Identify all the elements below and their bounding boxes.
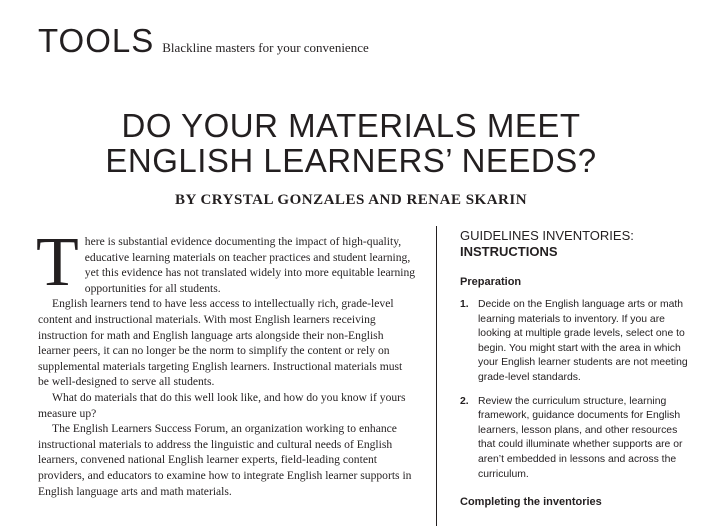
section-heading-preparation: Preparation [460,276,522,288]
list-item-number: 1. [460,299,469,310]
section-tagline: Blackline masters for your convenience [162,40,369,55]
column-divider [436,226,437,526]
section-label: TOOLS [38,22,155,59]
article-paragraph [36,224,416,301]
article-paragraph: English learners tend to have less access to intellectually rich, grade-level content and instructional materials. With most English learners receiving instruction for math and English language arts alongside their non-English learner peers, it can no longer be the norm to simplify the content or rely on supplemental materials targeting English learners. Instructional materials must be well-designed to serve all students. [38,297,403,389]
article-paragraph: What do materials that do this well look like, and how do you know if yours measure up? [38,390,406,420]
list-item [460,298,692,386]
article-title-line1: DO YOUR MATERIALS MEET [121,107,581,144]
article-body [36,224,416,499]
sidebar-heading: INSTRUCTIONS [460,244,558,259]
article-title-line2: ENGLISH LEARNERS’ NEEDS? [105,142,597,179]
list-item-text: Review the curriculum structure, learning framework, guidance documents for English learners, lesson plans, and other resources that could illuminate whether supports are or aren’t embedded in lessons and across the curriculum. [478,395,683,480]
list-item-number: 2. [460,395,469,407]
instructions-list [460,298,692,482]
list-item-text: Decide on the English language arts or math learning materials to inventory. If you are looking at multiple grade levels, select one to begin. You might start with the area in which your English learner students are not meeting grade-level standards. [478,299,688,383]
byline: BY CRYSTAL GONZALES AND RENAE SKARIN [174,192,528,208]
paragraph-text: here is substantial evidence documenting the impact of high-quality, educative learning materials on teacher practices and student learning, yet this evidence has not translated widely into more equitable learning opportunities for all students. [84,235,416,295]
list-item [460,395,692,483]
sidebar-kicker: GUIDELINES INVENTORIES: [460,228,634,243]
drop-cap: T [36,224,79,301]
instructions-sidebar [460,228,692,508]
article-paragraph: The English Learners Success Forum, an organization working to enhance instructional materials to address the linguistic and cultural needs of English learners, convened national English learner experts, field-leading content providers, and educators to examine how to integrate English learner supports in English language arts and math materials. [38,422,412,498]
section-heading-completing: Completing the inventories [460,496,602,509]
article-title [0,108,702,178]
section-header [38,22,369,60]
